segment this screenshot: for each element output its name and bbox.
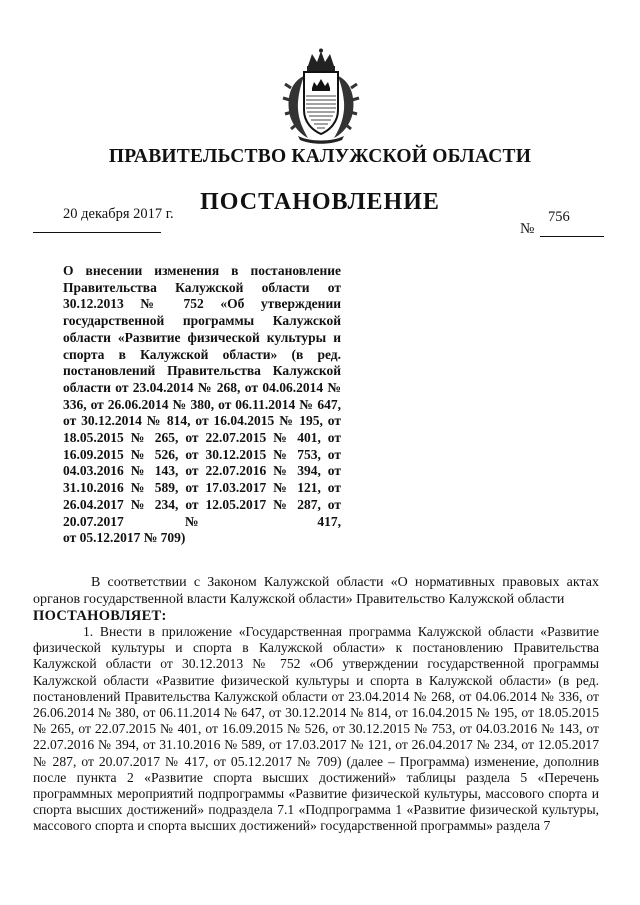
number-underline	[540, 236, 604, 237]
kaluga-coat-of-arms-icon	[282, 48, 360, 144]
government-title: ПРАВИТЕЛЬСТВО КАЛУЖСКОЙ ОБЛАСТИ	[108, 146, 532, 167]
document-date: 20 декабря 2017 г.	[63, 206, 174, 222]
document-number: 756	[548, 209, 570, 225]
number-sign: №	[520, 221, 535, 237]
heading-text: О внесении изменения в постановление Правительства Калужской области от 30.12.2013 № 752 «Об утверждении государственной программы Калужской области «Развитие физической культуры и спорта в Калужской области» (в ред. постановлений Правительства Калужской области от 23.04.2014 № 268, от 04.06.2014 № 336, от 26.06.2014 № 380, от 06.11.2014 № 647, от 30.12.2014 № 814, от 16.04.2015 № 195, от 18.05.2015 № 265, от 22.07.2015 № 401, от 16.09.2015 № 526, от 30.12.2015 № 753, от 04.03.2016 № 143, от 22.07.2016 № 394, от 31.10.2016 № 589, от 17.03.2017 № 121, от 26.04.2017 № 234, от 12.05.2017 № 287, от 20.07.2017 № 417,	[63, 263, 341, 529]
preamble-paragraph: В соответствии с Законом Калужской области «О нормативных правовых актах органов государственной власти Калужской области» Правительство Калужской области	[33, 575, 599, 607]
resolution-heading	[63, 263, 341, 547]
heading-last-line: от 05.12.2017 № 709)	[63, 530, 186, 546]
item-1-paragraph: 1. Внести в приложение «Государственная программа Калужской области «Развитие физической культуры и спорта в Калужской области» к постановлению Правительства Калужской области от 30.12.2013 № 752 «Об утверждении государственной программы Калужской области «Развитие физической культуры и спорта в Калужской области» (в ред. постановлений Правительства Калужской области от 23.04.2014 № 268, от 04.06.2014 № 336, от 26.06.2014 № 380, от 06.11.2014 № 647, от 30.12.2014 № 814, от 16.04.2015 № 195, от 18.05.2015 № 265, от 22.07.2015 № 401, от 16.09.2015 № 526, от 30.12.2015 № 753, от 04.03.2016 № 143, от 22.07.2016 № 394, от 31.10.2016 № 589, от 17.03.2017 № 121, от 26.04.2017 № 234, от 12.05.2017 № 287, от 20.07.2017 № 417, от 05.12.2017 № 709) (далее – Программа) изменение, дополнив после пункта 2 «Развитие спорта высших достижений» таблицы раздела 5 «Перечень программных мероприятий подпрограммы «Развитие физической культуры, массового спорта и спорта высших достижений» подраздела 7.1 «Подпрограмма 1 «Развитие физической культуры, массового спорта и спорта высших достижений» государственной программы» раздела 7	[33, 624, 599, 834]
document-type-title: ПОСТАНОВЛЕНИЕ	[200, 189, 440, 215]
date-underline	[33, 232, 161, 233]
resolves-heading: ПОСТАНОВЛЯЕТ:	[33, 608, 167, 624]
